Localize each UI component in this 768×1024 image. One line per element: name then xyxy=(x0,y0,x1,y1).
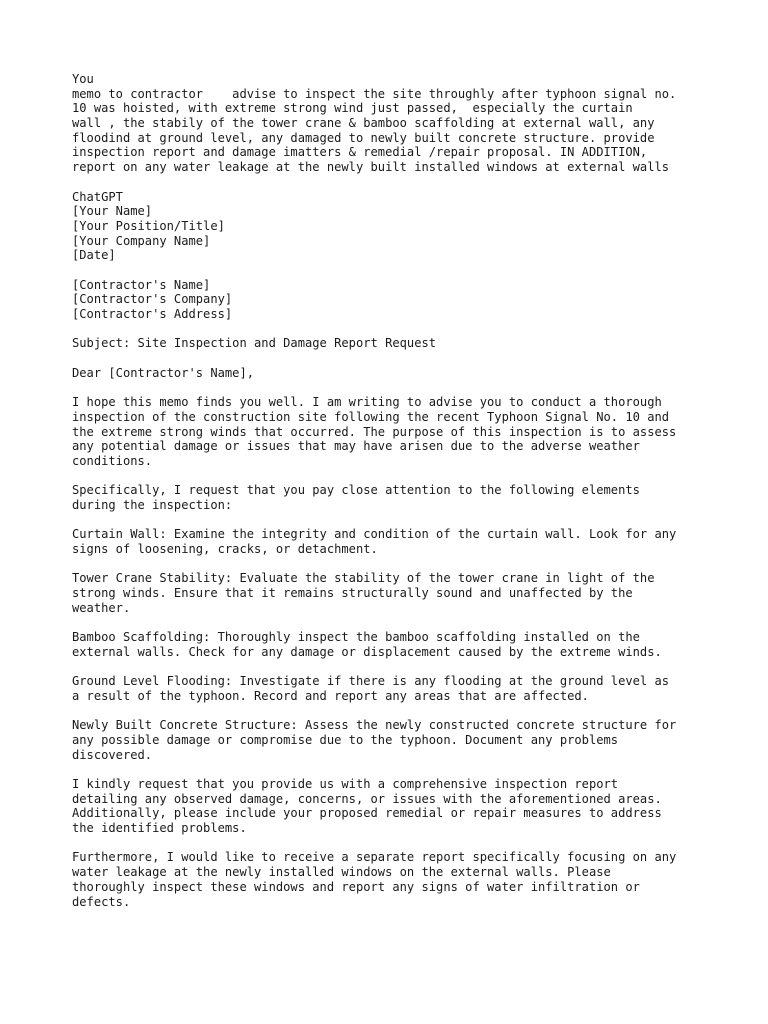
bamboo-scaffolding-item xyxy=(72,630,732,659)
salutation xyxy=(72,366,732,381)
paragraph-line: discovered. xyxy=(72,747,153,762)
paragraph-line: Tower Crane Stability: Evaluate the stability of the tower crane in light of the xyxy=(72,571,655,586)
prompt-line: memo to contractor advise to inspect the site throughly after typhoon signal no. xyxy=(72,86,677,101)
sender-name: [Your Name] xyxy=(72,204,153,219)
sender-company: [Your Company Name] xyxy=(72,233,211,248)
paragraph-line: strong winds. Ensure that it remains structurally sound and unaffected by the xyxy=(72,586,633,601)
paragraph-line: defects. xyxy=(72,894,131,909)
recipient-address: [Contractor's Address] xyxy=(72,307,233,321)
paragraph-line: signs of loosening, cracks, or detachment. xyxy=(72,542,378,556)
paragraph-line: external walls. Check for any damage or displacement caused by the extreme winds. xyxy=(72,644,662,659)
paragraph-line: Furthermore, I would like to receive a separate report specifically focusing on any xyxy=(72,850,677,865)
document-body xyxy=(72,72,732,924)
prompt-line: wall , the stabily of the tower crane & bamboo scaffolding at external wall, any xyxy=(72,116,655,131)
recipient-company: [Contractor's Company] xyxy=(72,292,233,307)
paragraph-line: weather. xyxy=(72,600,131,615)
prompt-speaker: You xyxy=(72,72,94,86)
paragraph-line: water leakage at the newly installed windows on the external walls. Please xyxy=(72,865,611,880)
paragraph-line: Ground Level Flooding: Investigate if there is any flooding at the ground level as xyxy=(72,674,670,689)
intro-paragraph xyxy=(72,395,732,468)
prompt-section xyxy=(72,72,732,175)
sender-block xyxy=(72,190,732,263)
paragraph-line: inspection of the construction site following the recent Typhoon Signal No. 10 and xyxy=(72,409,670,424)
paragraph-line: the extreme strong winds that occurred. The purpose of this inspection is to assess xyxy=(72,424,677,439)
report-request-paragraph xyxy=(72,777,732,836)
prompt-line: floodind at ground level, any damaged to newly built concrete structure. provide xyxy=(72,130,655,145)
paragraph-line: Bamboo Scaffolding: Thoroughly inspect the bamboo scaffolding installed on the xyxy=(72,630,640,645)
prompt-line: report on any water leakage at the newly built installed windows at external walls xyxy=(72,160,670,175)
prompt-line: 10 was hoisted, with extreme strong wind just passed, especially the curtain xyxy=(72,101,633,116)
response-speaker: ChatGPT xyxy=(72,189,123,204)
paragraph-line: Additionally, please include your proposed remedial or repair measures to address xyxy=(72,806,662,821)
paragraph-line: I kindly request that you provide us with a comprehensive inspection report xyxy=(72,777,619,791)
paragraph-line: thoroughly inspect these windows and report any signs of water infiltration or xyxy=(72,879,640,894)
paragraph-line: conditions. xyxy=(72,453,153,468)
salutation-text: Dear [Contractor's Name], xyxy=(72,365,255,380)
paragraph-line: during the inspection: xyxy=(72,497,233,512)
recipient-block xyxy=(72,278,732,322)
recipient-name: [Contractor's Name] xyxy=(72,277,211,292)
request-intro-paragraph xyxy=(72,483,732,512)
paragraph-line: I hope this memo finds you well. I am writing to advise you to conduct a thorough xyxy=(72,395,662,410)
curtain-wall-item xyxy=(72,527,732,556)
subject-line xyxy=(72,336,732,351)
paragraph-line: Curtain Wall: Examine the integrity and condition of the curtain wall. Look for any xyxy=(72,527,677,542)
paragraph-line: any potential damage or issues that may have arisen due to the adverse weather xyxy=(72,439,640,454)
tower-crane-item xyxy=(72,571,732,615)
memo-date: [Date] xyxy=(72,248,116,263)
subject-text: Subject: Site Inspection and Damage Report Request xyxy=(72,336,437,351)
leakage-request-paragraph xyxy=(72,850,732,909)
paragraph-line: a result of the typhoon. Record and report any areas that are affected. xyxy=(72,688,589,703)
paragraph-line: any possible damage or compromise due to the typhoon. Document any problems xyxy=(72,732,619,747)
sender-title: [Your Position/Title] xyxy=(72,218,225,233)
paragraph-line: Newly Built Concrete Structure: Assess the newly constructed concrete structure for xyxy=(72,718,677,733)
paragraph-line: detailing any observed damage, concerns, or issues with the aforementioned areas. xyxy=(72,791,662,806)
paragraph-line: the identified problems. xyxy=(72,821,247,836)
concrete-structure-item xyxy=(72,718,732,762)
paragraph-line: Specifically, I request that you pay close attention to the following elements xyxy=(72,483,640,498)
ground-flooding-item xyxy=(72,674,732,703)
prompt-line: inspection report and damage imatters & remedial /repair proposal. IN ADDITION, xyxy=(72,145,648,160)
